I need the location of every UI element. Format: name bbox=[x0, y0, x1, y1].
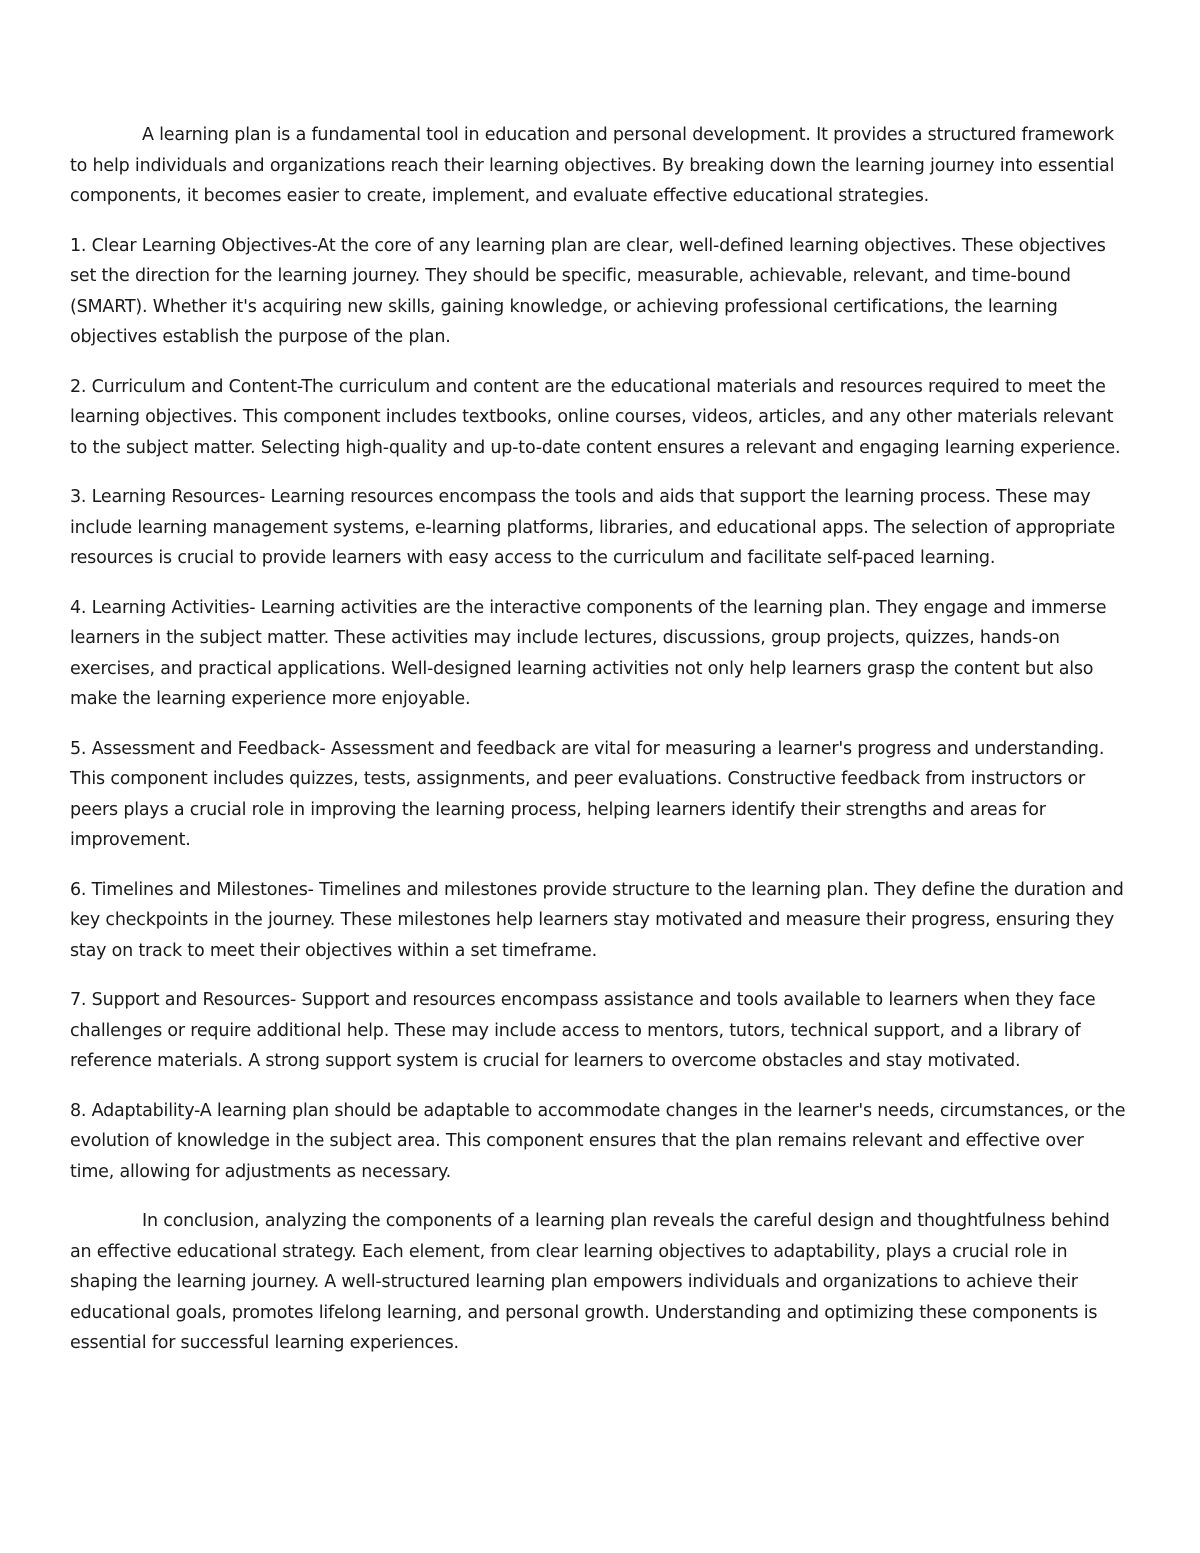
section-learning-resources: 3. Learning Resources- Learning resources encompass the tools and aids that support the learning process. These may include learning management systems, e-learning platforms, libraries, and educational apps. The selection of appropriate resources is crucial to provide learners with easy access to the curriculum and facilitate self-paced learning. bbox=[70, 487, 1116, 568]
intro-paragraph: A learning plan is a fundamental tool in education and personal development. It provides a structured framework to help individuals and organizations reach their learning objectives. By breaking down the learning journey into essential components, it becomes easier to create, implement, and evaluate effective educational strategies. bbox=[70, 125, 1115, 206]
section-timelines-and-milestones: 6. Timelines and Milestones- Timelines and milestones provide structure to the learning plan. They define the duration and key checkpoints in the journey. These milestones help learners stay motivated and measure their progress, ensuring they stay on track to meet their objectives within a set timeframe. bbox=[70, 879, 1124, 961]
document-body bbox=[70, 120, 1130, 1378]
section-support-and-resources: 7. Support and Resources- Support and resources encompass assistance and tools available to learners when they face challenges or require additional help. These may include access to mentors, tutors, technical support, and a library of reference materials. A strong support system is crucial for learners to overcome obstacles and stay motivated. bbox=[70, 990, 1096, 1071]
section-clear-learning-objectives: 1. Clear Learning Objectives-At the core of any learning plan are clear, well-defined learning objectives. These objectives set the direction for the learning journey. They should be specific, measurable, achievable, relevant, and time-bound (SMART). Whether it's acquiring new skills, gaining knowledge, or achieving professional certifications, the learning objectives establish the purpose of the plan. bbox=[70, 235, 1106, 347]
section-assessment-and-feedback: 5. Assessment and Feedback- Assessment and feedback are vital for measuring a learner's progress and understanding. This component includes quizzes, tests, assignments, and peer evaluations. Constructive feedback from instructors or peers plays a crucial role in improving the learning process, helping learners identify their strengths and areas for improvement. bbox=[70, 738, 1105, 850]
section-adaptability: 8. Adaptability-A learning plan should be adaptable to accommodate changes in the learner's needs, circumstances, or the evolution of knowledge in the subject area. This component ensures that the plan remains relevant and effective over time, allowing for adjustments as necessary. bbox=[70, 1100, 1126, 1182]
section-curriculum-and-content: 2. Curriculum and Content-The curriculum and content are the educational materials and resources required to meet the learning objectives. This component includes textbooks, online courses, videos, articles, and any other materials relevant to the subject matter. Selecting high-quality and up-to-date content ensures a relevant and engaging learning experience. bbox=[70, 376, 1121, 458]
section-learning-activities: 4. Learning Activities- Learning activities are the interactive components of the learning plan. They engage and immerse learners in the subject matter. These activities may include lectures, discussions, group projects, quizzes, hands-on exercises, and practical applications. Well-designed learning activities not only help learners grasp the content but also make the learning experience more enjoyable. bbox=[70, 597, 1107, 709]
conclusion-paragraph: In conclusion, analyzing the components of a learning plan reveals the careful design and thoughtfulness behind an effective educational strategy. Each element, from clear learning objectives to adaptability, plays a crucial role in shaping the learning journey. A well-structured learning plan empowers individuals and organizations to achieve their educational goals, promotes lifelong learning, and personal growth. Understanding and optimizing these components is essential for successful learning experiences. bbox=[70, 1211, 1110, 1353]
